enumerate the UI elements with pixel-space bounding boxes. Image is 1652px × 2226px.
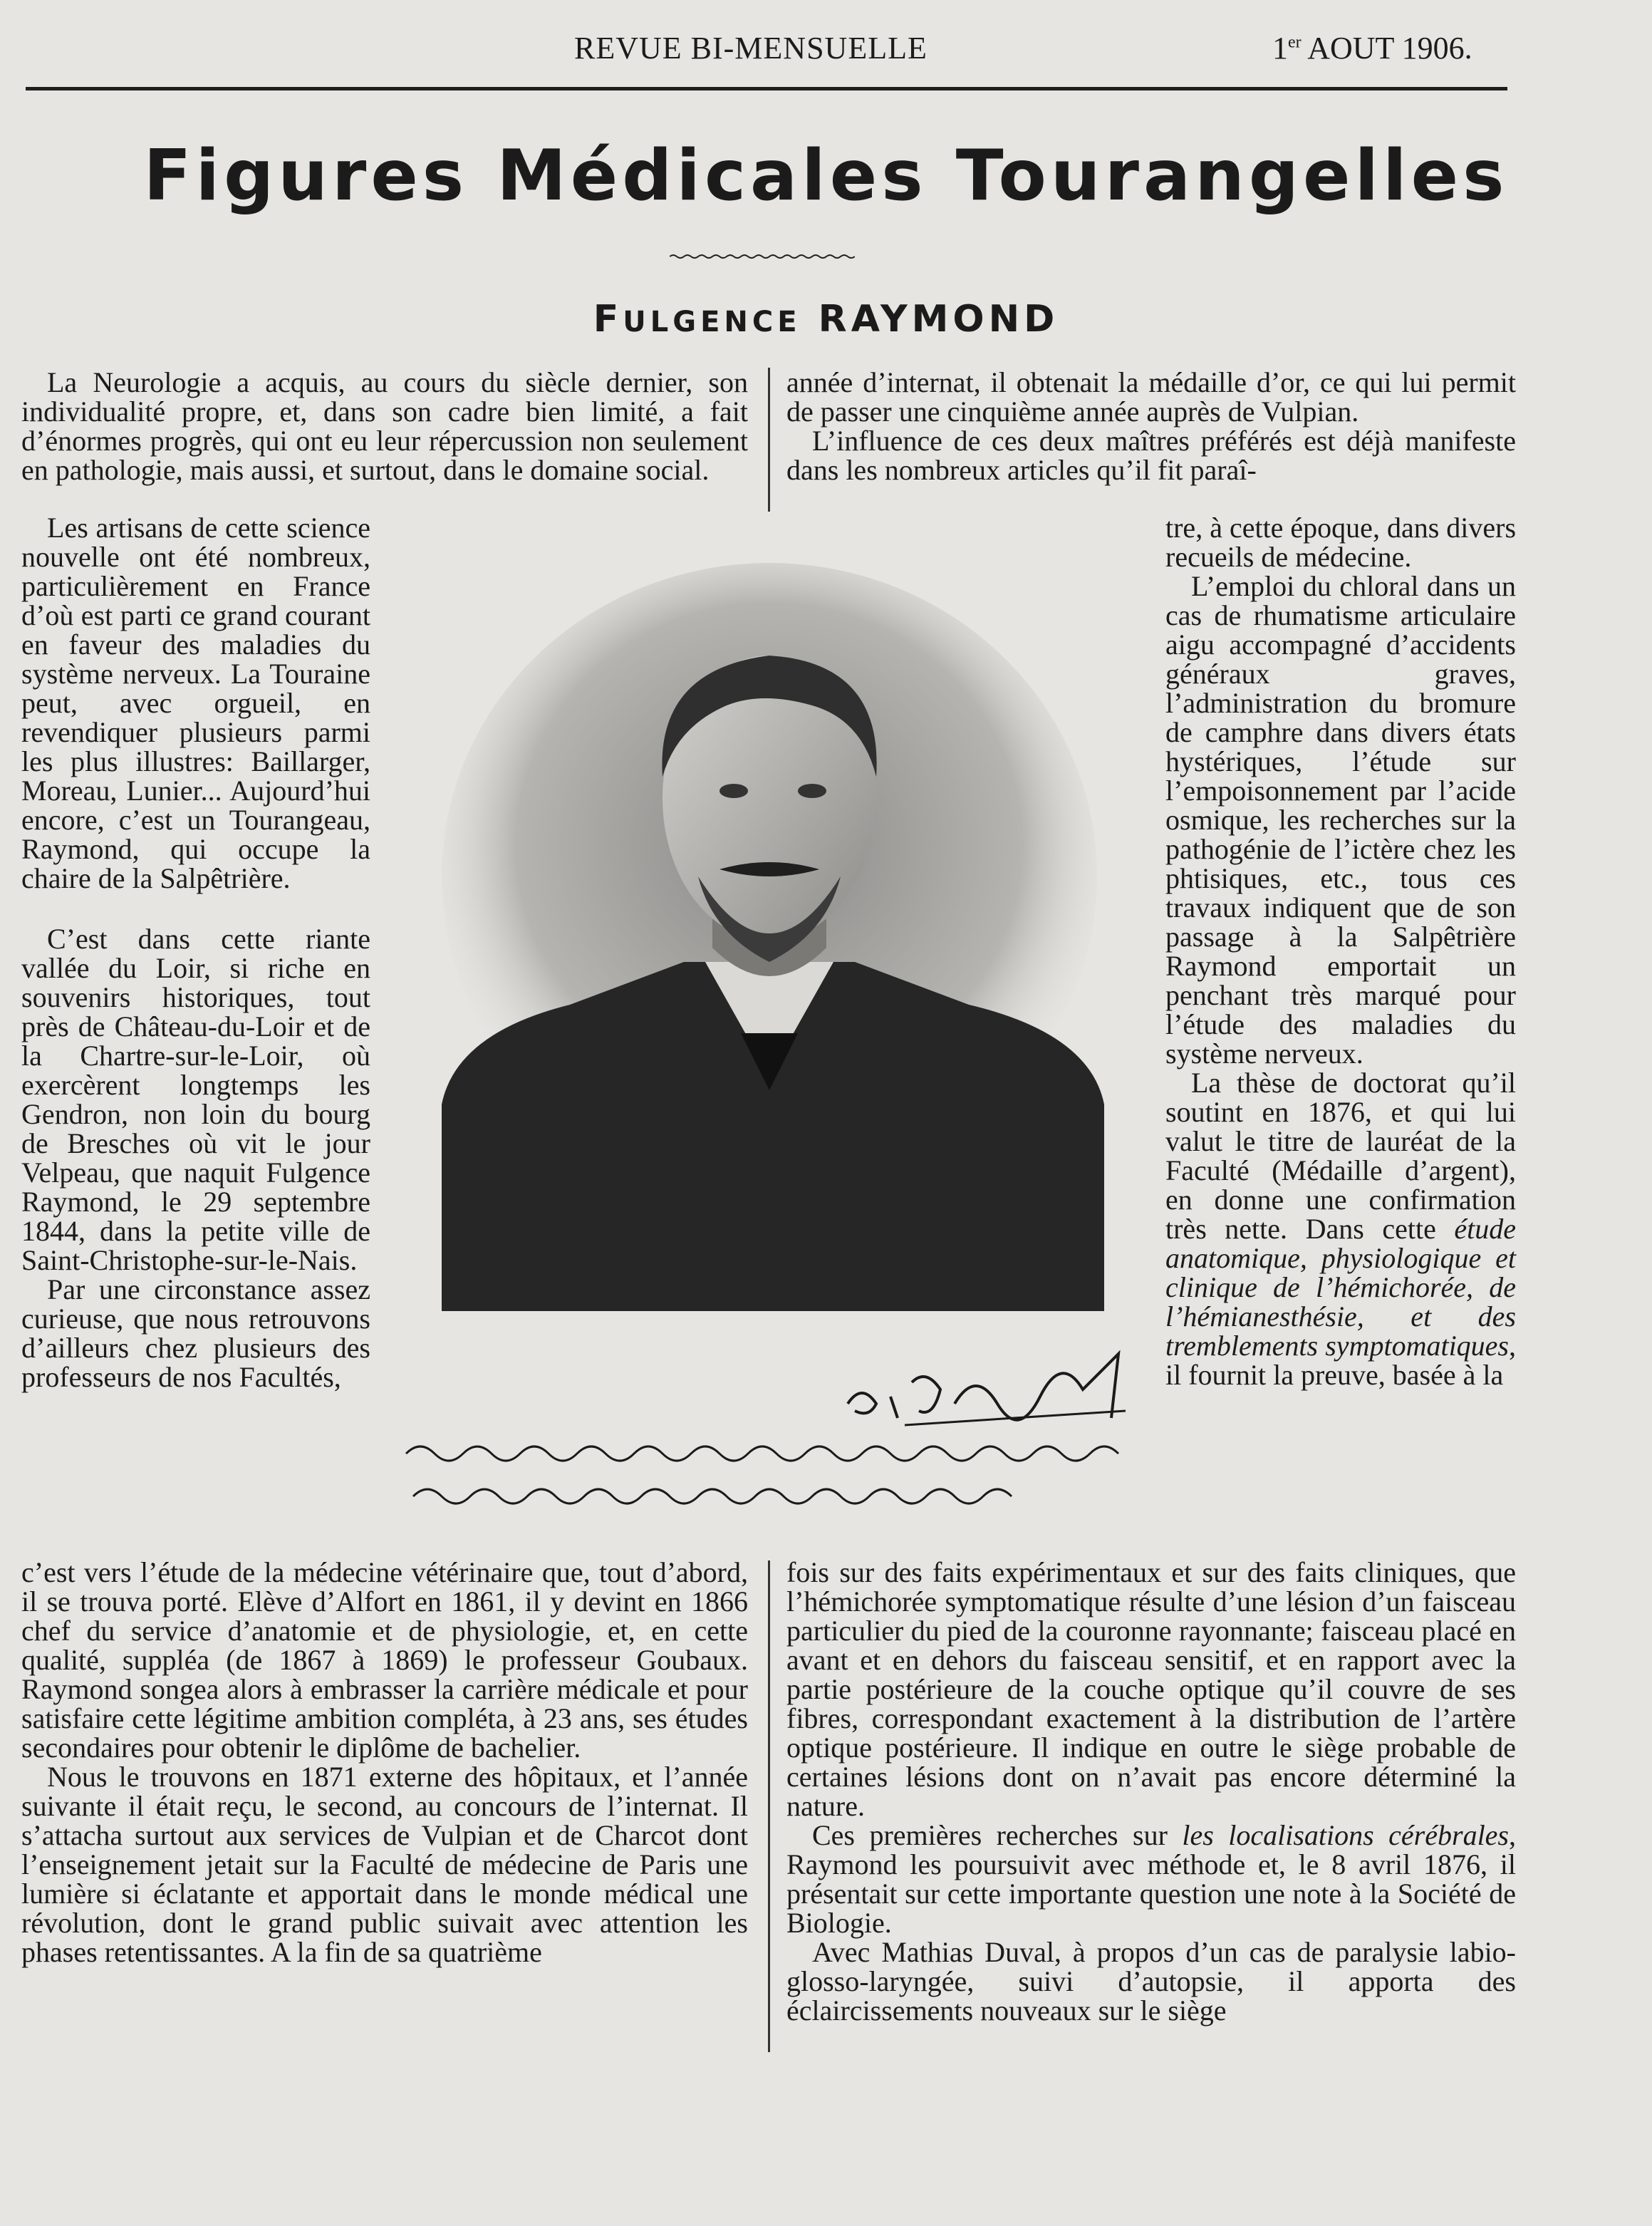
bottom-right-paragraph-3: Avec Mathias Duval, à propos d’un cas de paralysie labio-glosso-laryngée, suivi d’autopsie, il apporta des éclaircissements nouveaux sur le siège (786, 1936, 1516, 2026)
issue-date (1272, 30, 1472, 66)
page-title: Figures Médicales Tourangelles (143, 135, 1509, 217)
intro-right-paragraph-2: L’influence de ces deux maîtres préférés est déjà manifeste dans les nombreux articles qu’il fit paraî- (786, 425, 1516, 486)
issue-date-day: 1 (1272, 31, 1288, 66)
portrait-photograph (427, 563, 1111, 1325)
bottom-left-paragraph-1: c’est vers l’étude de la médecine vétérinaire que, tout d’abord, il se trouva porté. Elève d’Alfort en 1861, il y devint en 1866 chef du service d’anatomie et de physiologie, et, en cette qualité, suppléa (de 1867 à 1869) le professeur Goubaux. Raymond songea alors à embrasser la carrière médicale et pour satisfaire cette légitime ambition compléta, à 23 ans, ses études secondaires pour obtenir le diplôme de bachelier. (21, 1556, 748, 1764)
right-narrow-paragraph-2: L’emploi du chloral dans un cas de rhumatisme articulaire aigu accompagné d’accidents généraux graves, l’administration du bromure de camphre dans divers états hystériques, l’étude sur l’empoisonnement par l’acide osmique, les recherches sur la pathogénie de l’ictère chez les phtisiques, etc., tous ces travaux indiquent que de son passage à la Salpêtrière Raymond emportait un penchant très marqué pour l’étude des maladies du système nerveux. (1165, 570, 1516, 1070)
subtitle-lastname: RAYMOND (818, 298, 1059, 341)
intro-right-paragraph-1: année d’internat, il obtenait la médaille d’or, ce qui lui permit de passer une cinquième année auprès de Vulpian. (786, 366, 1516, 428)
right-narrow-column (1165, 513, 1516, 1389)
intro-right-column (786, 368, 1516, 485)
bottom-right-paragraph-2 (786, 1821, 1516, 1937)
left-narrow-paragraph-2: C’est dans cette riante vallée du Loir, si riche en souvenirs historiques, tout près de Château-du-Loir et de la Chartre-sur-le-Loir, où exercèrent longtemps les Gendron, non loin du bourg de Bresches où vit le jour Velpeau, que naquit Fulgence Raymond, le 29 septembre 1844, dans la petite ville de Saint-Christophe-sur-le-Nais. (21, 923, 370, 1276)
left-narrow-column (21, 513, 370, 1392)
header-rule (26, 87, 1507, 90)
subtitle-initial: F (593, 298, 623, 341)
thesis-title: étude anatomique, physiologique et clinique de l’hémichorée, de l’hémianesthésie, et des tremblements symptomatiques (1165, 1213, 1516, 1362)
issue-date-month-year: AOUT 1906. (1301, 31, 1472, 66)
bottom-right-paragraph-1: fois sur des faits expérimentaux et sur des faits cliniques, que l’hémichorée symptomatique résulte d’une lésion d’un faisceau particulier du pied de la couronne rayonnante; faisceau placé en avant et en dehors du faisceau sensitif, et en rapport avec la partie postérieure de la couche optique qu’il couvre de ses fibres, correspondant exactement à la distribution de l’artère optique postérieure. Il indique en outre le siège probable de certaines lésions dont on n’avait pas encore déterminé la nature. (786, 1556, 1516, 1822)
localisations-text-a: Ces premières recherches sur (812, 1819, 1183, 1851)
column-rule-bottom (768, 1560, 770, 2052)
localisations-title: les localisations cérébrales (1182, 1819, 1509, 1851)
thesis-text-b: , il fournit la preuve, basée à la (1165, 1330, 1516, 1391)
paragraph-gap (21, 893, 370, 924)
column-rule-top (768, 368, 770, 512)
handwritten-signature (833, 1340, 1133, 1439)
left-narrow-paragraph-3: Par une circonstance assez curieuse, que nous retrouvons d’ailleurs chez plusieurs des professeurs de nos Facultés, (21, 1273, 370, 1393)
intro-left-column (21, 368, 748, 485)
bottom-left-column (21, 1558, 748, 1967)
thesis-text-a: La thèse de doctorat qu’il soutint en 1876, et qui lui valut le titre de lauréat de la Faculté (Médaille d’argent), en donne une confirmation très nette. Dans cette (1165, 1067, 1516, 1245)
localisations-text-b: , Raymond les poursuivit avec méthode et, le 8 avril 1876, il présentait sur cette importante question une note à la Société de Biologie. (786, 1819, 1516, 1939)
right-narrow-paragraph-3 (1165, 1068, 1516, 1389)
bottom-right-column (786, 1558, 1516, 2025)
article-subtitle (0, 298, 1652, 341)
ornament-divider (670, 254, 855, 259)
left-narrow-paragraph-1: Les artisans de cette science nouvelle ont été nombreux, particulièrement en France d’où est parti ce grand courant en faveur des maladies du système nerveux. La Touraine peut, avec orgueil, en revendiquer plusieurs parmi les plus illustres: Baillarger, Moreau, Lunier... Aujourd’hui encore, c’est un Tourangeau, Raymond, qui occupe la chaire de la Salpêtrière. (21, 512, 370, 894)
intro-left-paragraph: La Neurologie a acquis, au cours du siècle dernier, son individualité propre, et, dans son cadre bien limité, a fait d’énormes progrès, qui ont eu leur répercussion non seulement en pathologie, mais aussi, et surtout, dans le domaine social. (21, 366, 748, 486)
issue-date-sup: er (1288, 33, 1302, 52)
bottom-left-paragraph-2: Nous le trouvons en 1871 externe des hôpitaux, et l’année suivante il était reçu, le second, au concours de l’internat. Il s’attacha surtout aux services de Vulpian et de Charcot dont l’enseignement jetait sur la Faculté de médecine de Paris une lumière si éclatante et apportait dans le monde médical une révolution, dont le grand public suivait avec attention les phases retentissantes. A la fin de sa quatrième (21, 1761, 748, 1968)
subtitle-firstname: ULGENCE (623, 306, 801, 338)
publication-name: REVUE BI-MENSUELLE (574, 31, 928, 66)
right-narrow-paragraph-1: tre, à cette époque, dans divers recueils de médecine. (1165, 512, 1517, 573)
handwritten-dedication (399, 1425, 1126, 1511)
